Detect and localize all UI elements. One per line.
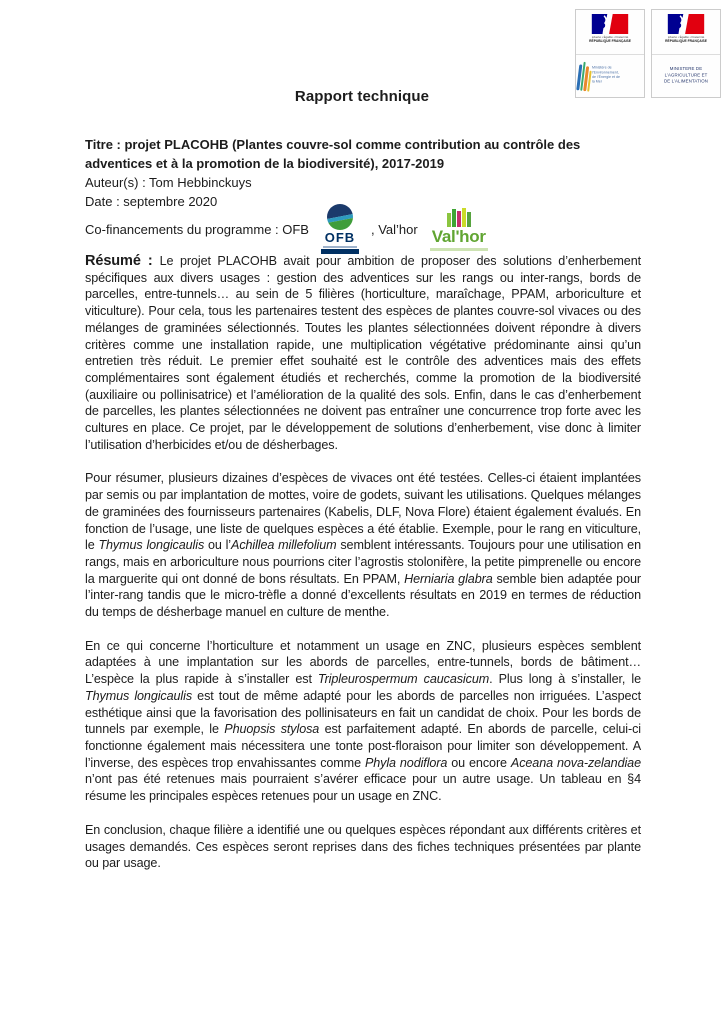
- text-run: ou l’: [204, 538, 232, 553]
- ministry-agriculture-logo: [651, 9, 721, 98]
- ministry-agriculture-name: MINISTÈRE DE L’AGRICULTURE ET DE L’ALIMENTATION: [663, 67, 709, 85]
- text-run: Achillea millefolium: [231, 538, 337, 553]
- color-bar: [457, 211, 461, 227]
- marianne-flag-icon: [590, 13, 630, 35]
- text-run: Thymus longicaulis: [85, 688, 193, 703]
- color-bar: [467, 212, 471, 227]
- text-run: En ce qui concerne l’horticulture et notamment un usage en ZNC, plusieurs espèces semblent adaptées à une implantation sur les abords de parcelles, entre-tunnels, bords de bâtiment… L’espèce la plus rapide à s’installer est: [85, 638, 641, 687]
- motto-text: [648, 36, 724, 47]
- motto-line: Liberté • Égalité • Fraternité: [667, 36, 705, 39]
- ofb-globe-icon: [327, 204, 353, 230]
- header-logos: [575, 9, 721, 98]
- motto-line: RÉPUBLIQUE FRANÇAISE: [589, 39, 631, 44]
- motto-line: Liberté • Égalité • Fraternité: [591, 36, 629, 39]
- ofb-wordmark: OFB: [324, 230, 356, 245]
- valhor-wordmark: Val'hor: [431, 227, 486, 246]
- color-bar: [462, 208, 466, 227]
- ministry-environment-logo: [575, 9, 645, 98]
- text-run: n’ont pas été retenues mais pourraient s’avérer efficace pour un autre usage. Un tableau en §4 résume les principales espèces retenues pour un usage en ZNC.: [85, 772, 641, 804]
- text-run: Pour résumer, plusieurs dizaines d’espèces de vivaces ont été testées. Celles-ci étaient implantées par semis ou par implantation de mottes, voire de godets, suivant les utilisations. Quelques mélanges de graminées des fournisseurs partenaires (Kabelis, DLF, Nova Flore) étaient également évalués. En fonction de l’usage, une liste de quelques espèces a été établie. Exemple, pour le rang en viticulture, le: [85, 471, 641, 553]
- text-run: Herniaria glabra: [404, 571, 493, 586]
- text-run: Tripleurospermum caucasicum: [317, 672, 490, 687]
- valhor-bars-icon: [447, 207, 471, 227]
- pencil-strokes-icon: [576, 60, 593, 91]
- marianne-flag-icon: [666, 13, 706, 35]
- report-title: Titre : projet PLACOHB (Plantes couvre-sol comme contribution au contrôle des adventices et à la promotion de la biodiversité), 2017-2019: [85, 137, 581, 171]
- ofb-logo: [317, 204, 363, 254]
- text-run: Phuopsis stylosa: [224, 722, 320, 737]
- document-body: [0, 135, 724, 872]
- date-line: Date : septembre 2020: [85, 194, 218, 209]
- motto-text: [572, 36, 648, 47]
- valhor-logo: [426, 207, 492, 251]
- text-run: En conclusion, chaque filière a identifié une ou quelques espèces répondant aux différents critères et usages demandés. Ces espèces seront reprises dans des fiches techniques présentées par plante ou par usage.: [85, 822, 641, 871]
- text-run: semblent intéressants. Toujours pour une utilisation en rangs, mais en arboriculture nous pourrions citer l’agrostis stolonifère, la petite pimprenelle ou encore la marguerite qui ont donné de bons résultats. En PPAM,: [85, 538, 641, 586]
- text-run: Le projet PLACOHB avait pour ambition de proposer des solutions d’enherbement spécifiques aux divers usages : gestion des adventices sur les rangs ou inter-rangs, bords de parcelles, entre-tunnels… au sein de 5 filières (horticulture, maraîchage, PPAM, arboriculture et viticulture). Pour cela, tous les partenaires testent des espèces de plantes couvre-sol vivaces ou des mélanges de graminées sélectionnés. Toutes les plantes sélectionnées doivent répondre à divers critères comme une installation rapide, une multiplication végétative prédominante ainsi qu’un entretien très réduit. Le premier effet souhaité est le contrôle des adventices mais des effets complémentaires sont également étudiés et recherchés, comme la promotion de la biodiversité (auxiliaire ou pollinisatrice) et l’amélioration de la qualité des sols. Enfin, dans le cas d’enherbement de parcelles, les plantes sélectionnées ne doivent pas entraîner une concurrence trop forte avec les cultures en place. Ce projet, par le développement de solutions d’enherbement, vise donc à limiter l’utilisation d’herbicides et/ou de désherbages.: [85, 254, 642, 452]
- cofinance-prefix: Co-financements du programme : OFB: [85, 221, 309, 237]
- text-run: Phyla nodiflora: [364, 755, 448, 770]
- color-bar: [447, 213, 451, 227]
- cofinance-middle: , Val’hor: [370, 221, 418, 237]
- metadata-block: [85, 135, 641, 256]
- paragraph-resume: [85, 253, 641, 453]
- text-run: est parfaitement adapté. En abords de parcelle, celui-ci fonctionne également mais nécessitera une tonte post-floraison pour limiter son développement. A l’inverse, des espèces trop envahissantes comme: [85, 722, 641, 770]
- color-bar: [452, 209, 456, 227]
- marianne-block: [652, 10, 720, 55]
- text-run: Aceana nova-zelandiae: [510, 755, 641, 770]
- ofb-subtext-line: [323, 246, 357, 248]
- page-title: Rapport technique: [294, 88, 430, 105]
- ministry-environment-name-block: [576, 55, 644, 97]
- paragraph-conclusion: [85, 822, 641, 872]
- text-run: Résumé :: [85, 253, 160, 269]
- ministry-agriculture-name-block: [652, 55, 720, 97]
- valhor-subtext-line: [430, 248, 488, 251]
- paragraph-species-summary: [85, 470, 641, 620]
- text-run: semble bien adaptée pour l’inter-rang tandis que le micro-trèfle a donné d’excellents résultats en 2019 en termes de réduction du temps de désherbage manuel en culture de menthe.: [85, 571, 641, 620]
- ministry-environment-name: Ministère de l’Environnement, de l’Énergie et de la Mer: [592, 66, 621, 85]
- authors-line: Auteur(s) : Tom Hebbinckuys: [85, 175, 252, 190]
- motto-line: RÉPUBLIQUE FRANÇAISE: [665, 39, 707, 44]
- text-run: est tout de même adapté pour les abords de parcelles non irriguées. L’aspect esthétique ainsi que la favorisation des pollinisateurs en fait un candidat de choix. Pour les bords de tunnels par exemple, le: [85, 688, 641, 737]
- marianne-block: [576, 10, 644, 55]
- text-run: Thymus longicaulis: [98, 538, 205, 553]
- paragraph-horticulture-znc: [85, 638, 641, 805]
- text-run: ou encore: [447, 755, 511, 770]
- text-run: . Plus long à s’installer, le: [489, 672, 641, 687]
